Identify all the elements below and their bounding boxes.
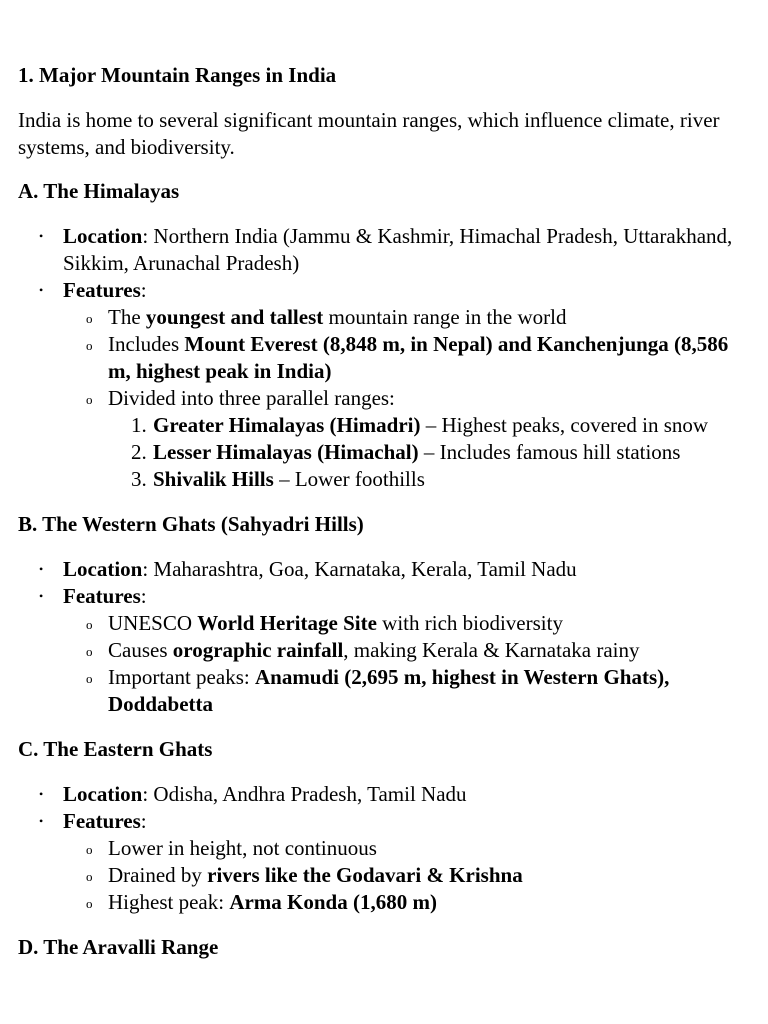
features-colon: :	[140, 809, 147, 833]
circle-bullet-icon: o	[86, 869, 93, 884]
location-label: Location	[63, 782, 143, 806]
location-label: Location	[63, 224, 143, 248]
feature-item: o Drained by rivers like the Godavari & Krishna	[108, 862, 750, 889]
list-item-location	[39, 781, 750, 808]
circle-bullet-icon: o	[86, 842, 93, 857]
feature-item: o Highest peak: Arma Konda (1,680 m)	[108, 889, 750, 916]
circle-bullet-icon: o	[86, 644, 93, 659]
feature-item: o UNESCO World Heritage Site with rich biodiversity	[108, 610, 750, 637]
circle-bullet-icon: o	[86, 311, 93, 326]
features-sublist	[63, 304, 750, 493]
page-title: 1. Major Mountain Ranges in India	[18, 63, 337, 87]
ranges-list	[108, 412, 750, 493]
location-text: : Odisha, Andhra Pradesh, Tamil Nadu	[142, 782, 467, 806]
bullet-icon: •	[39, 787, 44, 801]
location-label: Location	[63, 557, 143, 581]
intro-paragraph: India is home to several significant mountain ranges, which influence climate, river systems, and biodiversity.	[18, 108, 720, 159]
feature-item: o Causes orographic rainfall, making Kerala & Karnataka rainy	[108, 637, 750, 664]
bullet-icon: •	[39, 562, 44, 576]
range-item: 2. Lesser Himalayas (Himachal) – Includes famous hill stations	[131, 440, 681, 464]
circle-bullet-icon: o	[86, 392, 93, 407]
list-item-location	[39, 223, 750, 277]
range-item: 1. Greater Himalayas (Himadri) – Highest peaks, covered in snow	[131, 413, 709, 437]
bullet-icon: •	[39, 814, 44, 828]
features-label: Features	[63, 809, 141, 833]
eastern-ghats-list	[18, 781, 750, 916]
list-item-location	[39, 556, 750, 583]
circle-bullet-icon: o	[86, 617, 93, 632]
bullet-icon: •	[39, 589, 44, 603]
location-text: : Maharashtra, Goa, Karnataka, Kerala, Tamil Nadu	[142, 557, 577, 581]
feature-item: o Divided into three parallel ranges: 1. Greater Himalayas (Himadri) – Highest peaks, covered in snow 2. Lesser Himalayas (Himachal) – Includes famous hill stations 3. Shivalik Hills – Lower foothills	[108, 385, 750, 493]
range-item: 3. Shivalik Hills – Lower foothills	[131, 467, 425, 491]
section-heading-himalayas: A. The Himalayas	[18, 179, 180, 203]
features-sublist	[63, 610, 750, 718]
section-heading-aravalli: D. The Aravalli Range	[18, 935, 219, 959]
location-text: : Northern India (Jammu & Kashmir, Himachal Pradesh, Uttarakhand, Sikkim, Arunachal Pradesh)	[63, 224, 733, 275]
circle-bullet-icon: o	[86, 338, 93, 353]
features-sublist	[63, 835, 750, 916]
bullet-icon: •	[39, 229, 44, 243]
features-label: Features	[63, 584, 141, 608]
features-colon: :	[140, 278, 147, 302]
features-label: Features	[63, 278, 141, 302]
circle-bullet-icon: o	[86, 896, 93, 911]
bullet-icon: •	[39, 283, 44, 297]
western-ghats-list	[18, 556, 750, 718]
list-item-features	[39, 277, 750, 493]
features-colon: :	[140, 584, 147, 608]
feature-item: o Lower in height, not continuous	[108, 835, 750, 862]
list-item-features	[39, 808, 750, 916]
circle-bullet-icon: o	[86, 671, 93, 686]
feature-item: o The youngest and tallest mountain range in the world	[108, 304, 750, 331]
feature-item: o Important peaks: Anamudi (2,695 m, highest in Western Ghats), Doddabetta	[86, 665, 670, 716]
feature-item: o Includes Mount Everest (8,848 m, in Nepal) and Kanchenjunga (8,586 m, highest peak in India)	[86, 332, 729, 383]
section-heading-western-ghats: B. The Western Ghats (Sahyadri Hills)	[18, 512, 364, 536]
list-item-features	[39, 583, 750, 718]
himalayas-list	[18, 223, 750, 493]
section-heading-eastern-ghats: C. The Eastern Ghats	[18, 737, 213, 761]
